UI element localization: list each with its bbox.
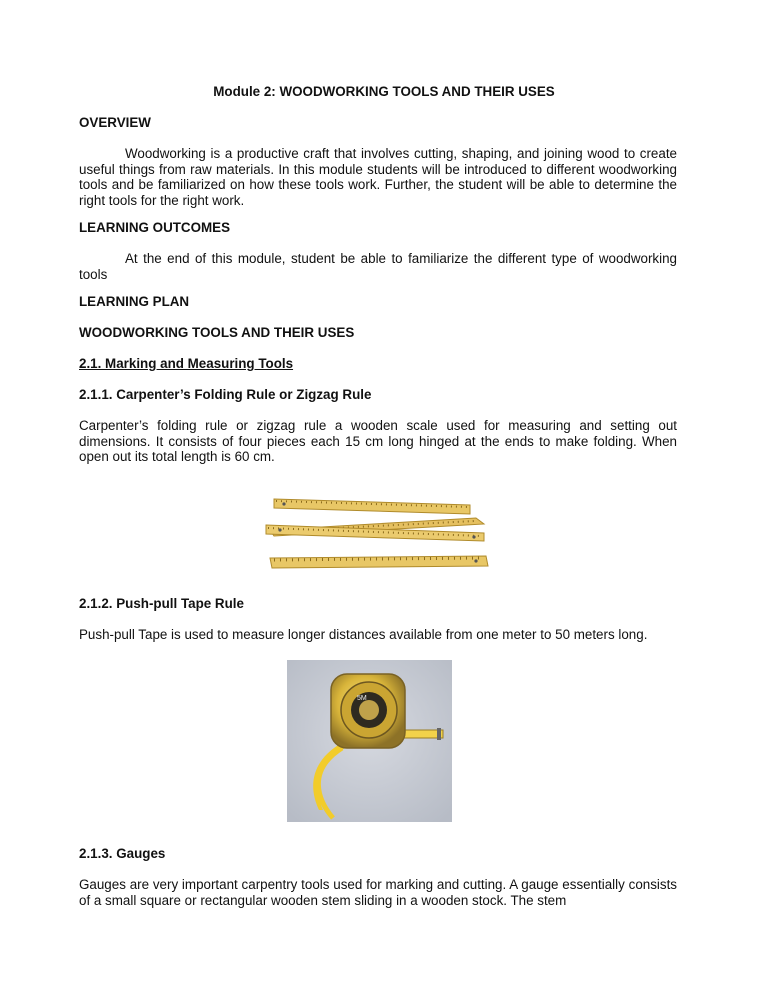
learning-plan-heading: LEARNING PLAN (79, 294, 190, 309)
section-2-1-1-heading: 2.1.1. Carpenter’s Folding Rule or Zigzag Rule (79, 387, 372, 402)
rule-segment-bottom (270, 556, 488, 568)
section-2-1-3-heading: 2.1.3. Gauges (79, 846, 166, 861)
page-title: Module 2: WOODWORKING TOOLS AND THEIR USES (213, 84, 555, 99)
folding-rule-image (262, 488, 494, 576)
section-2-1-1-paragraph: Carpenter’s folding rule or zigzag rule a wooden scale used for measuring and setting out dimensions. It consists of four pieces each 15 cm long hinged at the ends to make folding. When open out its total length is 60 cm. (79, 418, 677, 465)
overview-heading: OVERVIEW (79, 115, 151, 130)
section-2-1-heading: 2.1. Marking and Measuring Tools (79, 356, 294, 371)
rule-segment-top (274, 499, 470, 514)
svg-text:5M: 5M (357, 695, 367, 702)
learning-outcomes-paragraph: At the end of this module, student be able to familiarize the different type of woodworking tools (79, 251, 677, 282)
section-2-1-3-paragraph: Gauges are very important carpentry tools used for marking and cutting. A gauge essentially consists of a small square or rectangular wooden stem sliding in a wooden stock. The stem (79, 877, 677, 908)
learning-outcomes-heading: LEARNING OUTCOMES (79, 220, 231, 235)
overview-paragraph: Woodworking is a productive craft that involves cutting, shaping, and joining wood to create useful things from raw materials. In this module students will be introduced to different woodworking tools and be familiarized on how these tools work. Further, the student will be able to determine the right tools for the right work. (79, 146, 677, 208)
section-2-1-2-paragraph: Push-pull Tape is used to measure longer distances available from one meter to 50 meters long. (79, 627, 648, 642)
tools-heading: WOODWORKING TOOLS AND THEIR USES (79, 325, 355, 340)
tape-measure-image (287, 660, 452, 822)
section-2-1-2-heading: 2.1.2. Push-pull Tape Rule (79, 596, 244, 611)
